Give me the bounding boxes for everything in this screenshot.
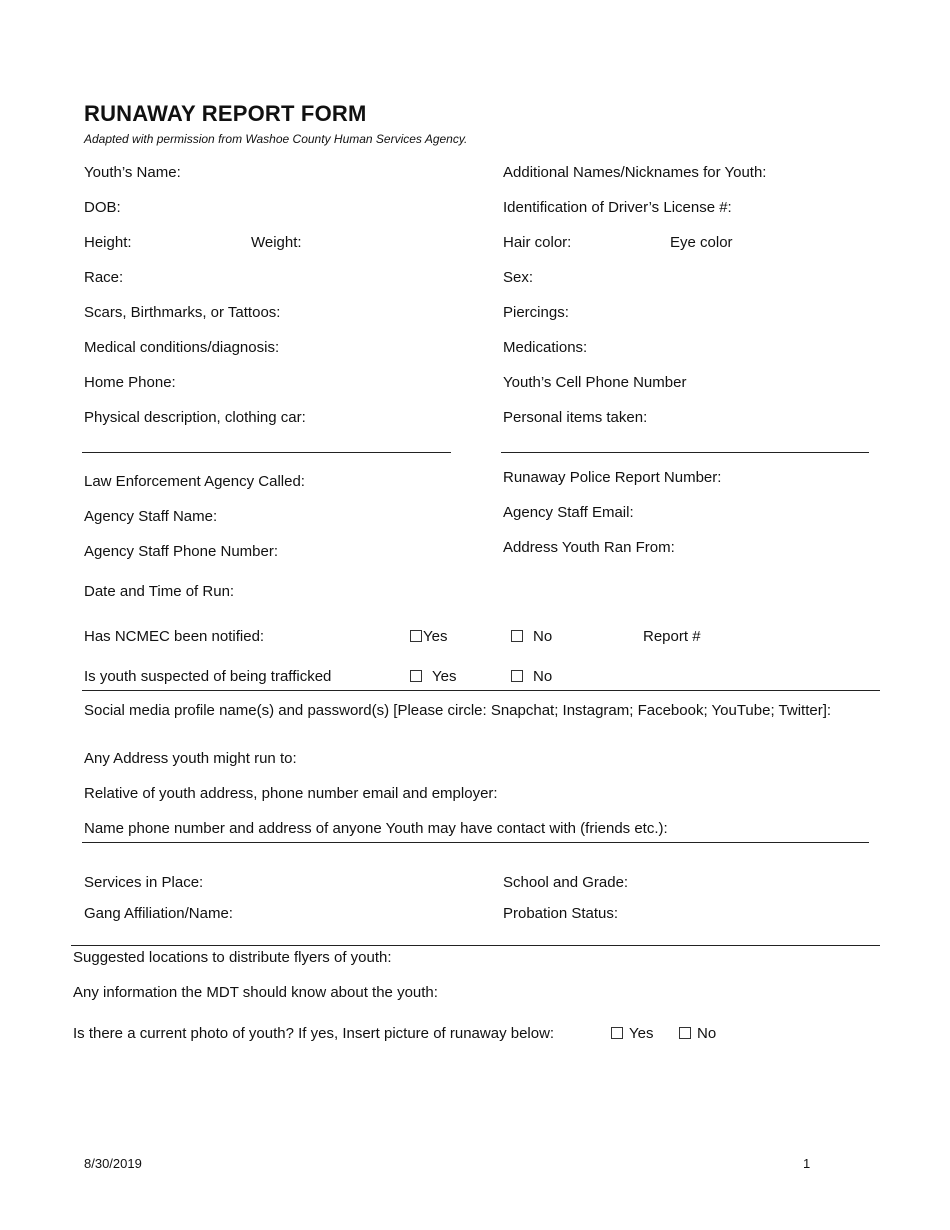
social-media-label: Social media profile name(s) and password(s) [Please circle: Snapchat; Instagram; Facebook; YouTube; Twitter]:	[84, 702, 832, 719]
staff-name-label: Agency Staff Name:	[84, 508, 218, 525]
gang-label: Gang Affiliation/Name:	[84, 905, 233, 922]
piercings-label: Piercings:	[503, 304, 569, 321]
scars-label: Scars, Birthmarks, or Tattoos:	[84, 304, 281, 321]
height-label: Height:	[84, 234, 132, 251]
photo-yes-option[interactable]	[611, 1025, 653, 1043]
flyers-label: Suggested locations to distribute flyers of youth:	[73, 949, 392, 966]
trafficked-yes-checkbox[interactable]	[410, 670, 422, 682]
ncmec-no-checkbox[interactable]	[511, 630, 523, 642]
divider-right	[501, 452, 869, 453]
dob-label: DOB:	[84, 199, 121, 216]
ncmec-yes-checkbox[interactable]	[410, 630, 422, 642]
divider-full-2	[82, 842, 869, 843]
services-label: Services in Place:	[84, 874, 204, 891]
staff-email-label: Agency Staff Email:	[503, 504, 634, 521]
personal-items-label: Personal items taken:	[503, 409, 648, 426]
date-time-label: Date and Time of Run:	[84, 583, 235, 600]
sex-label: Sex:	[503, 269, 534, 286]
medical-label: Medical conditions/diagnosis:	[84, 339, 280, 356]
page-number: 1	[803, 1156, 811, 1171]
divider-full-3	[71, 945, 880, 946]
address-ran-from-label: Address Youth Ran From:	[503, 539, 675, 556]
school-grade-label: School and Grade:	[503, 874, 629, 891]
ncmec-yes-label: Yes	[423, 628, 448, 645]
trafficked-no-label: No	[533, 668, 553, 685]
footer-date: 8/30/2019	[84, 1156, 142, 1171]
hair-color-label: Hair color:	[503, 234, 572, 251]
trafficked-yes-option[interactable]	[410, 668, 456, 686]
weight-label: Weight:	[251, 234, 302, 251]
trafficked-label: Is youth suspected of being trafficked	[84, 668, 332, 685]
police-report-label: Runaway Police Report Number:	[503, 469, 722, 486]
photo-question-label: Is there a current photo of youth? If yes, Insert picture of runaway below:	[73, 1025, 555, 1042]
additional-names-label: Additional Names/Nicknames for Youth:	[503, 164, 767, 181]
ncmec-no-label: No	[533, 628, 553, 645]
divider-left	[82, 452, 451, 453]
ncmec-label: Has NCMEC been notified:	[84, 628, 265, 645]
eye-color-label: Eye color	[670, 234, 733, 251]
report-number-label: Report #	[643, 628, 701, 645]
medications-label: Medications:	[503, 339, 588, 356]
photo-no-checkbox[interactable]	[679, 1027, 691, 1039]
physical-description-label: Physical description, clothing car:	[84, 409, 306, 426]
cell-phone-label: Youth’s Cell Phone Number	[503, 374, 687, 391]
ncmec-no-option[interactable]	[511, 628, 552, 646]
form-subtitle: Adapted with permission from Washoe County Human Services Agency.	[84, 132, 468, 146]
form-title: RUNAWAY REPORT FORM	[84, 101, 367, 126]
mdt-info-label: Any information the MDT should know about the youth:	[73, 984, 438, 1001]
trafficked-yes-label: Yes	[432, 668, 457, 685]
relative-label: Relative of youth address, phone number email and employer:	[84, 785, 498, 802]
trafficked-no-option[interactable]	[511, 668, 552, 686]
trafficked-no-checkbox[interactable]	[511, 670, 523, 682]
ncmec-yes-option[interactable]	[410, 628, 447, 646]
any-address-label: Any Address youth might run to:	[84, 750, 297, 767]
photo-no-label: No	[697, 1025, 717, 1042]
photo-yes-label: Yes	[629, 1025, 654, 1042]
photo-yes-checkbox[interactable]	[611, 1027, 623, 1039]
divider-full-1	[82, 690, 880, 691]
youth-name-label: Youth’s Name:	[84, 164, 181, 181]
race-label: Race:	[84, 269, 124, 286]
law-enforcement-label: Law Enforcement Agency Called:	[84, 473, 305, 490]
identification-label: Identification of Driver’s License #:	[503, 199, 732, 216]
staff-phone-label: Agency Staff Phone Number:	[84, 543, 279, 560]
photo-no-option[interactable]	[679, 1025, 716, 1043]
anyone-contact-label: Name phone number and address of anyone Youth may have contact with (friends etc.):	[84, 820, 668, 837]
home-phone-label: Home Phone:	[84, 374, 176, 391]
probation-label: Probation Status:	[503, 905, 619, 922]
